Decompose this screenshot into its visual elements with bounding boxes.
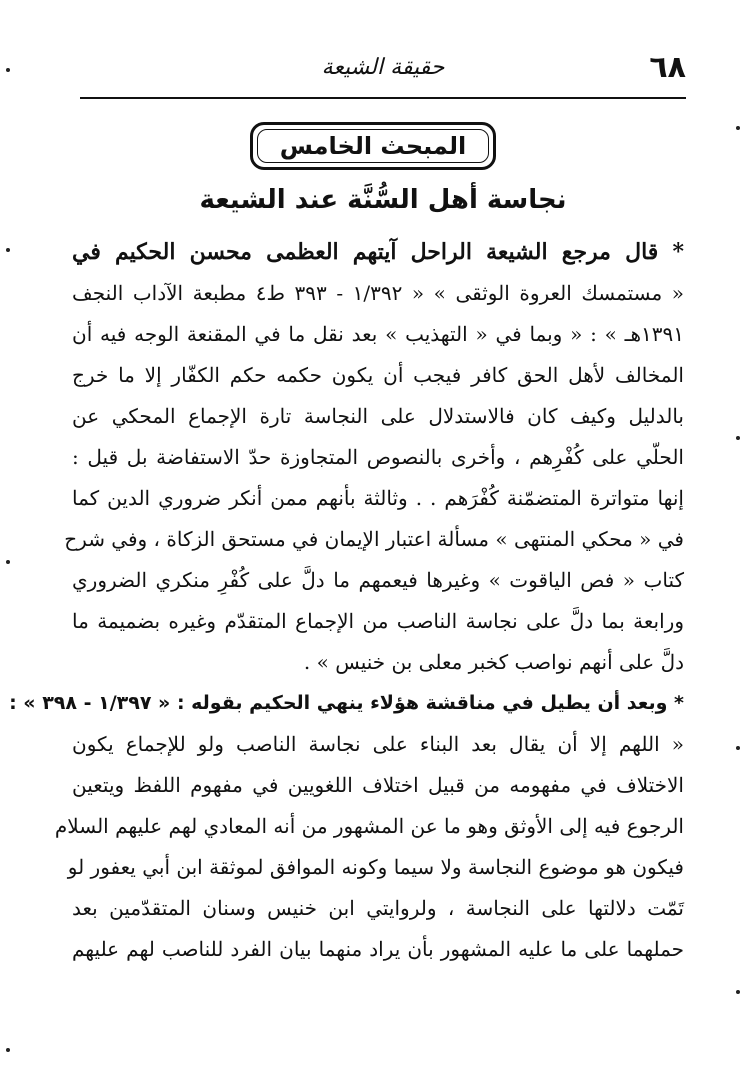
running-title: حقيقة الشيعة	[321, 55, 445, 80]
section-label: المبحث الخامس	[279, 132, 467, 160]
text-line: دلَّ على أنهم نواصب كخبر معلى بن خنيس » .	[303, 650, 684, 674]
margin-dot	[736, 746, 740, 750]
margin-dot	[736, 126, 740, 130]
section-heading-box	[250, 122, 496, 170]
text-line: الاختلاف في مفهومه من قبيل اختلاف اللغويين في مفهوم اللفظ ويتعين	[72, 773, 684, 797]
page-header	[80, 46, 686, 94]
text-line: إنها متواترة المتضمّنة كُفْرَهم . . وثالثة بأنهم ممن أنكر ضروري الدين كما	[72, 486, 684, 510]
text-line: * قال مرجع الشيعة الراحل آيتهم العظمى محسن الحكيم في	[72, 239, 684, 265]
text-line: تَمّت دلالتها على النجاسة ، ولروايتي ابن خنيس وسنان المتقدّمين بعد	[72, 896, 684, 920]
chapter-title: نجاسة أهل السُّنَّة عند الشيعة	[199, 185, 567, 215]
text-line: ١٣٩١هـ » : « وبما في « التهذيب » بعد نقل ما في المقنعة الوجه فيه أن	[72, 322, 684, 346]
margin-dot	[6, 68, 10, 72]
text-line: بالدليل وكيف كان فالاستدلال على النجاسة تارة الإجماع المحكي عن	[72, 404, 684, 428]
body-text	[9, 232, 684, 970]
text-line: « اللهم إلا أن يقال بعد البناء على نجاسة الناصب ولو للإجماع يكون	[72, 732, 684, 756]
text-line: فيكون هو موضوع النجاسة ولا سيما وكونه الموافق لموثقة ابن أبي يعفور لو	[67, 855, 684, 879]
text-line: في « محكي المنتهى » مسألة اعتبار الإيمان في مستحق الزكاة ، وفي شرح	[64, 527, 684, 551]
margin-dot	[736, 436, 740, 440]
text-line: ورابعة بما دلَّ على نجاسة الناصب من الإجماع المتقدّم وغيره بضميمة ما	[72, 609, 684, 633]
margin-dot	[6, 248, 10, 252]
text-line: حملهما على ما عليه المشهور بأن يراد منهما بيان الفرد للناصب لهم عليهم	[72, 937, 684, 961]
text-line: الرجوع فيه إلى الأوثق وهو ما عن المشهور من أنه المعادي لهم عليهم السلام	[54, 814, 684, 838]
margin-dot	[6, 1048, 10, 1052]
text-line: المخالف لأهل الحق كافر فيجب أن يكون حكمه حكم الكفّار إلا ما خرج	[72, 363, 684, 387]
text-line: الحلّي على كُفْرِهم ، وأخرى بالنصوص المتجاوزة حدّ الاستفاضة بل قيل :	[72, 445, 684, 469]
margin-dot	[6, 560, 10, 564]
text-line: « مستمسك العروة الوثقى » « ١/٣٩٢ - ٣٩٣ ط٤ مطبعة الآداب النجف	[72, 281, 684, 305]
header-rule	[80, 97, 686, 99]
margin-dot	[736, 990, 740, 994]
page-number: ٦٨	[649, 50, 686, 85]
text-line: * وبعد أن يطيل في مناقشة هؤلاء ينهي الحكيم بقوله : « ١/٣٩٧ - ٣٩٨ » :	[9, 692, 684, 714]
text-line: كتاب « فص الياقوت » وغيرها فيعمهم ما دلَّ على كُفْرِ منكري الضروري	[72, 568, 684, 592]
